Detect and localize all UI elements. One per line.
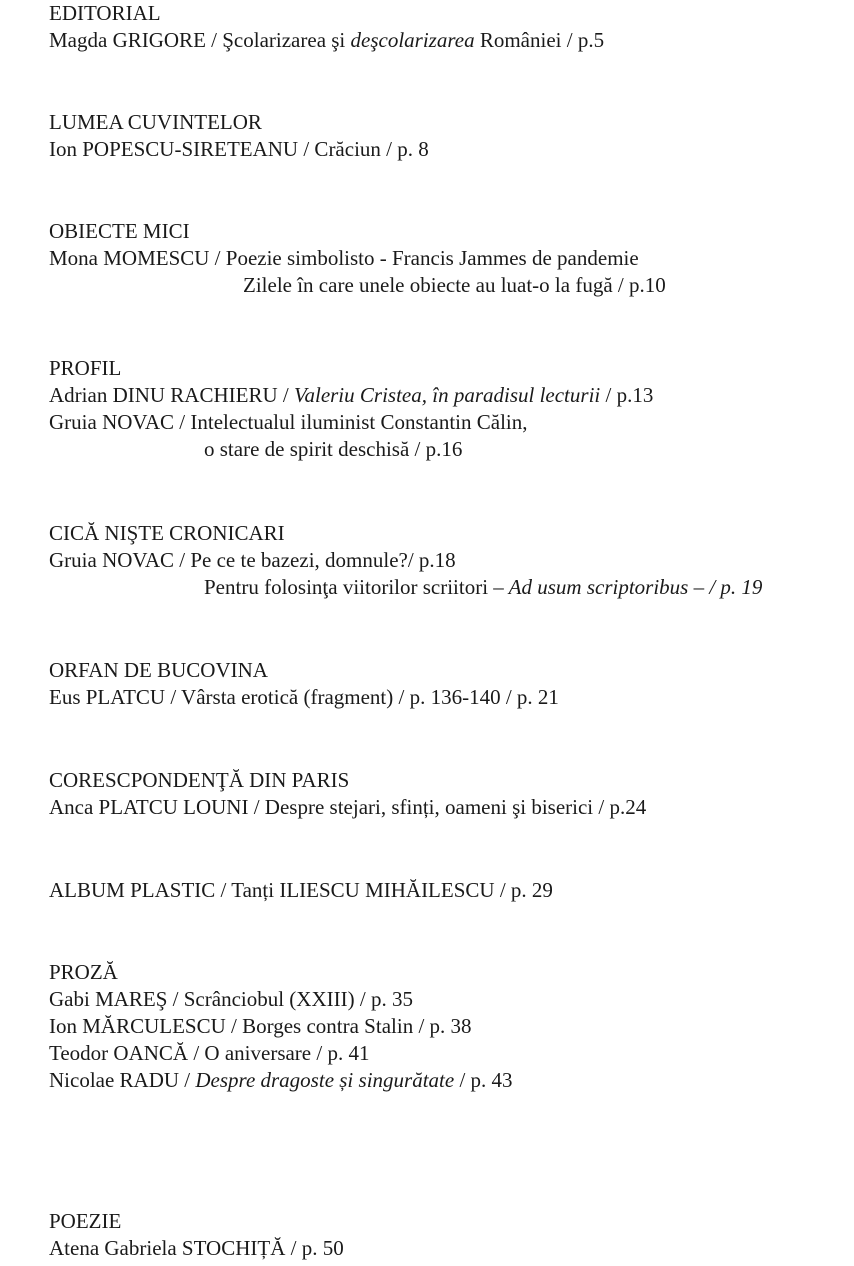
toc-entry-continuation: Zilele în care unele obiecte au luat-o la fugă / p.10: [243, 273, 666, 297]
section-heading: OBIECTE MICI: [49, 219, 190, 243]
section-lumea-cuvintelor: [49, 109, 849, 163]
toc-entry: Nicolae RADU / Despre dragoste și singurătate / p. 43: [49, 1068, 513, 1092]
section-heading: EDITORIAL: [49, 1, 161, 25]
toc-entry: Adrian DINU RACHIERU / Valeriu Cristea, în paradisul lecturii / p.13: [49, 383, 654, 407]
section-poezie: [49, 1208, 849, 1262]
section-corespondenta-din-paris: [49, 767, 849, 821]
toc-entry: Gruia NOVAC / Pe ce te bazezi, domnule?/ p.18: [49, 548, 456, 572]
toc-entry: Gabi MAREŞ / Scrânciobul (XXIII) / p. 35: [49, 987, 413, 1011]
section-heading: POEZIE: [49, 1209, 122, 1233]
toc-entry: Ion MĂRCULESCU / Borges contra Stalin / p. 38: [49, 1014, 472, 1038]
toc-entry: Teodor OANCĂ / O aniversare / p. 41: [49, 1041, 370, 1065]
section-heading: CORESCPONDENŢĂ DIN PARIS: [49, 768, 350, 792]
section-heading: PROZĂ: [49, 960, 118, 984]
section-heading: CICĂ NIŞTE CRONICARI: [49, 521, 285, 545]
section-obiecte-mici: [49, 218, 849, 299]
toc-entry: Eus PLATCU / Vârsta erotică (fragment) / p. 136-140 / p. 21: [49, 685, 559, 709]
toc-entry: Gruia NOVAC / Intelectualul iluminist Constantin Călin,: [49, 410, 528, 434]
toc-entry: Ion POPESCU-SIRETEANU / Crăciun / p. 8: [49, 137, 429, 161]
section-profil: [49, 355, 849, 463]
toc-entry: Anca PLATCU LOUNI / Despre stejari, sfinți, oameni şi biserici / p.24: [49, 795, 647, 819]
section-album-plastic: [49, 877, 849, 904]
section-heading: ORFAN DE BUCOVINA: [49, 658, 268, 682]
section-heading: ALBUM PLASTIC / Tanți ILIESCU MIHĂILESCU / p. 29: [49, 878, 553, 902]
section-orfan-de-bucovina: [49, 657, 849, 711]
section-cica-niste-cronicari: [49, 520, 849, 601]
section-proza: [49, 959, 849, 1094]
section-editorial: [49, 0, 849, 54]
toc-entry: Mona MOMESCU / Poezie simbolisto - Francis Jammes de pandemie: [49, 246, 639, 270]
toc-entry-continuation: Pentru folosinţa viitorilor scriitori – Ad usum scriptoribus – / p. 19: [204, 575, 763, 599]
toc-entry-continuation: o stare de spirit deschisă / p.16: [204, 437, 463, 461]
toc-entry: Atena Gabriela STOCHIȚĂ / p. 50: [49, 1236, 344, 1260]
toc-entry: Magda GRIGORE / Şcolarizarea şi deşcolarizarea României / p.5: [49, 28, 605, 52]
section-heading: LUMEA CUVINTELOR: [49, 110, 262, 134]
section-heading: PROFIL: [49, 356, 122, 380]
